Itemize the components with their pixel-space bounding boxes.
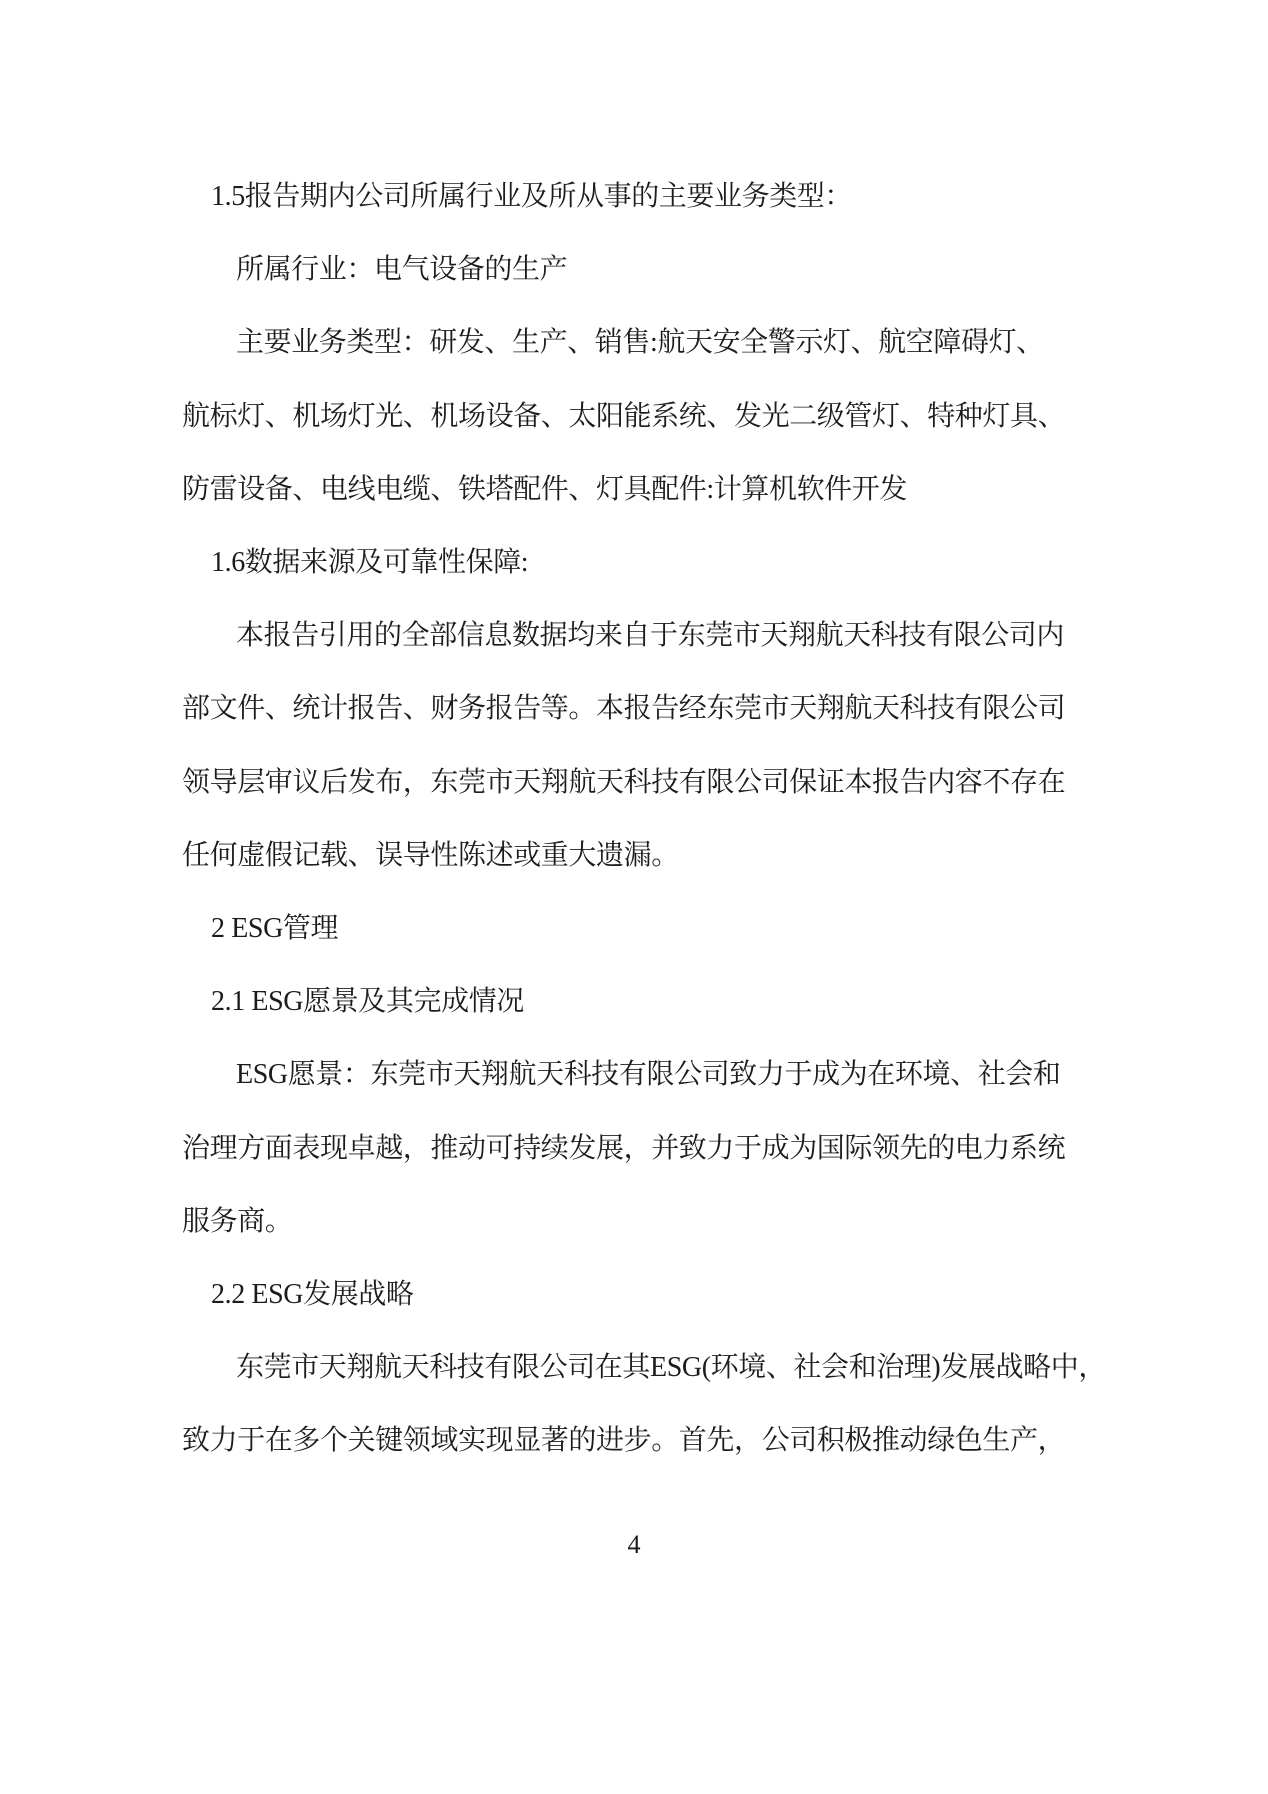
section-2-2-heading: 2.2 ESG发展战略 [211, 1279, 414, 1311]
line-esg-vision-1: ESG愿景：东莞市天翔航天科技有限公司致力于成为在环境、社会和 [236, 1059, 1061, 1091]
section-1-6-heading: 1.6数据来源及可靠性保障: [211, 547, 529, 579]
section-2-heading: 2 ESG管理 [211, 913, 339, 945]
line-esg-vision-2: 治理方面表现卓越，推动可持续发展，并致力于成为国际领先的电力系统 [182, 1132, 1066, 1164]
line-business-types-1: 主要业务类型：研发、生产、销售:航天安全警示灯、航空障碍灯、 [236, 327, 1044, 359]
line-business-types-3: 防雷设备、电线电缆、铁塔配件、灯具配件:计算机软件开发 [182, 473, 907, 505]
line-esg-vision-3: 服务商。 [182, 1205, 293, 1237]
line-esg-strategy-2: 致力于在多个关键领域实现显著的进步。首先，公司积极推动绿色生产， [182, 1425, 1066, 1457]
section-2-1-heading: 2.1 ESG愿景及其完成情况 [211, 986, 524, 1018]
line-esg-strategy-1: 东莞市天翔航天科技有限公司在其ESG(环境、社会和治理)发展战略中， [236, 1352, 1106, 1384]
line-data-source-2: 部文件、统计报告、财务报告等。本报告经东莞市天翔航天科技有限公司 [182, 693, 1066, 725]
line-data-source-3: 领导层审议后发布，东莞市天翔航天科技有限公司保证本报告内容不存在 [182, 766, 1066, 798]
line-business-types-2: 航标灯、机场灯光、机场设备、太阳能系统、发光二级管灯、特种灯具、 [182, 400, 1066, 432]
document-body [182, 160, 1106, 1478]
line-industry: 所属行业：电气设备的生产 [236, 254, 568, 286]
page-number: 4 [627, 1530, 641, 1559]
section-1-5-heading: 1.5报告期内公司所属行业及所从事的主要业务类型： [211, 181, 853, 212]
line-data-source-1: 本报告引用的全部信息数据均来自于东莞市天翔航天科技有限公司内 [236, 620, 1065, 652]
page-footer [0, 1530, 1268, 1560]
line-data-source-4: 任何虚假记载、误导性陈述或重大遗漏。 [182, 839, 679, 871]
